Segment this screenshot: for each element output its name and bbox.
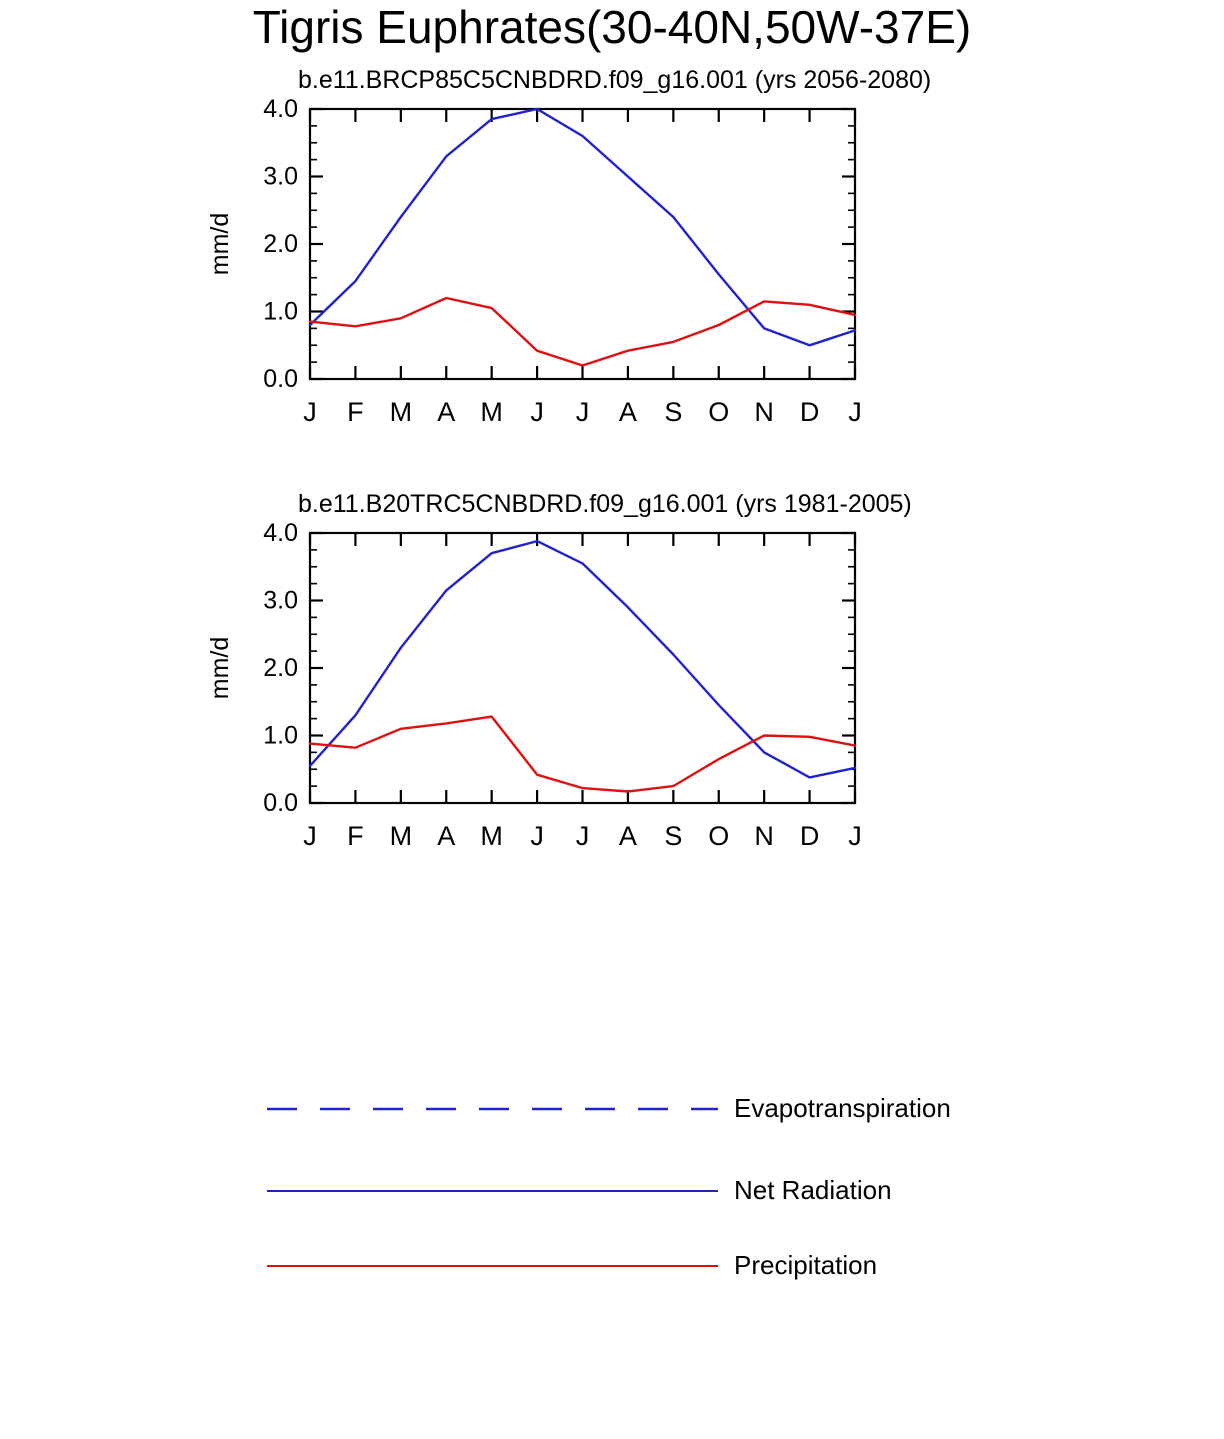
svg-text:3.0: 3.0 (263, 162, 298, 191)
svg-text:F: F (347, 397, 364, 427)
page-title: Tigris Euphrates(30-40N,50W-37E) (252, 1, 972, 53)
svg-text:N: N (754, 821, 774, 851)
svg-text:M: M (480, 821, 503, 851)
chart-block-20trc (180, 490, 912, 876)
svg-text:F: F (347, 821, 364, 851)
svg-text:J: J (530, 821, 544, 851)
legend-item-precipitation (265, 1250, 877, 1281)
svg-text:N: N (754, 397, 774, 427)
svg-text:A: A (437, 821, 456, 851)
legend-label: Net Radiation (734, 1175, 892, 1205)
svg-text:3.0: 3.0 (263, 586, 298, 615)
svg-text:S: S (664, 821, 683, 851)
svg-text:2.0: 2.0 (263, 654, 298, 682)
svg-text:J: J (530, 397, 544, 427)
svg-text:J: J (303, 397, 317, 427)
svg-text:M: M (480, 397, 503, 427)
svg-text:A: A (618, 821, 637, 851)
svg-text:mm/d: mm/d (206, 212, 234, 276)
svg-text:A: A (618, 397, 637, 427)
svg-text:D: D (799, 397, 820, 427)
legend-label: Precipitation (734, 1250, 878, 1280)
svg-text:D: D (799, 821, 820, 851)
svg-text:J: J (575, 397, 590, 427)
svg-text:0.0: 0.0 (263, 365, 298, 393)
chart-title-20trc: b.e11.B20TRC5CNBDRD.f09_g16.001 (yrs 1981-2005) (298, 490, 912, 518)
chart-block-rcp85 (180, 66, 931, 452)
chart-title-rcp85: b.e11.BRCP85C5CNBDRD.f09_g16.001 (yrs 2056-2080) (298, 66, 932, 94)
svg-text:2.0: 2.0 (263, 230, 298, 258)
svg-text:4.0: 4.0 (263, 521, 298, 547)
svg-text:O: O (708, 821, 730, 851)
svg-text:A: A (437, 397, 456, 427)
legend-label: Evapotranspiration (734, 1093, 951, 1123)
line-chart-20trc (180, 521, 900, 871)
svg-text:J: J (575, 821, 590, 851)
svg-text:0.0: 0.0 (263, 789, 298, 817)
svg-text:S: S (664, 397, 683, 427)
svg-text:mm/d: mm/d (206, 636, 234, 700)
legend-line-solid-red-icon (265, 1254, 720, 1278)
svg-text:4.0: 4.0 (263, 97, 298, 123)
svg-text:1.0: 1.0 (263, 297, 298, 326)
svg-text:O: O (708, 397, 730, 427)
svg-text:M: M (389, 821, 413, 851)
line-chart-rcp85 (180, 97, 900, 447)
legend-line-dashed-icon (265, 1097, 720, 1121)
svg-text:1.0: 1.0 (263, 721, 298, 750)
svg-text:J: J (848, 821, 862, 851)
legend-item-net-radiation (265, 1175, 892, 1206)
svg-text:M: M (389, 397, 413, 427)
svg-text:J: J (848, 397, 862, 427)
legend-line-solid-blue-icon (265, 1179, 720, 1203)
legend-item-evapotranspiration (265, 1093, 951, 1124)
svg-text:J: J (303, 821, 317, 851)
